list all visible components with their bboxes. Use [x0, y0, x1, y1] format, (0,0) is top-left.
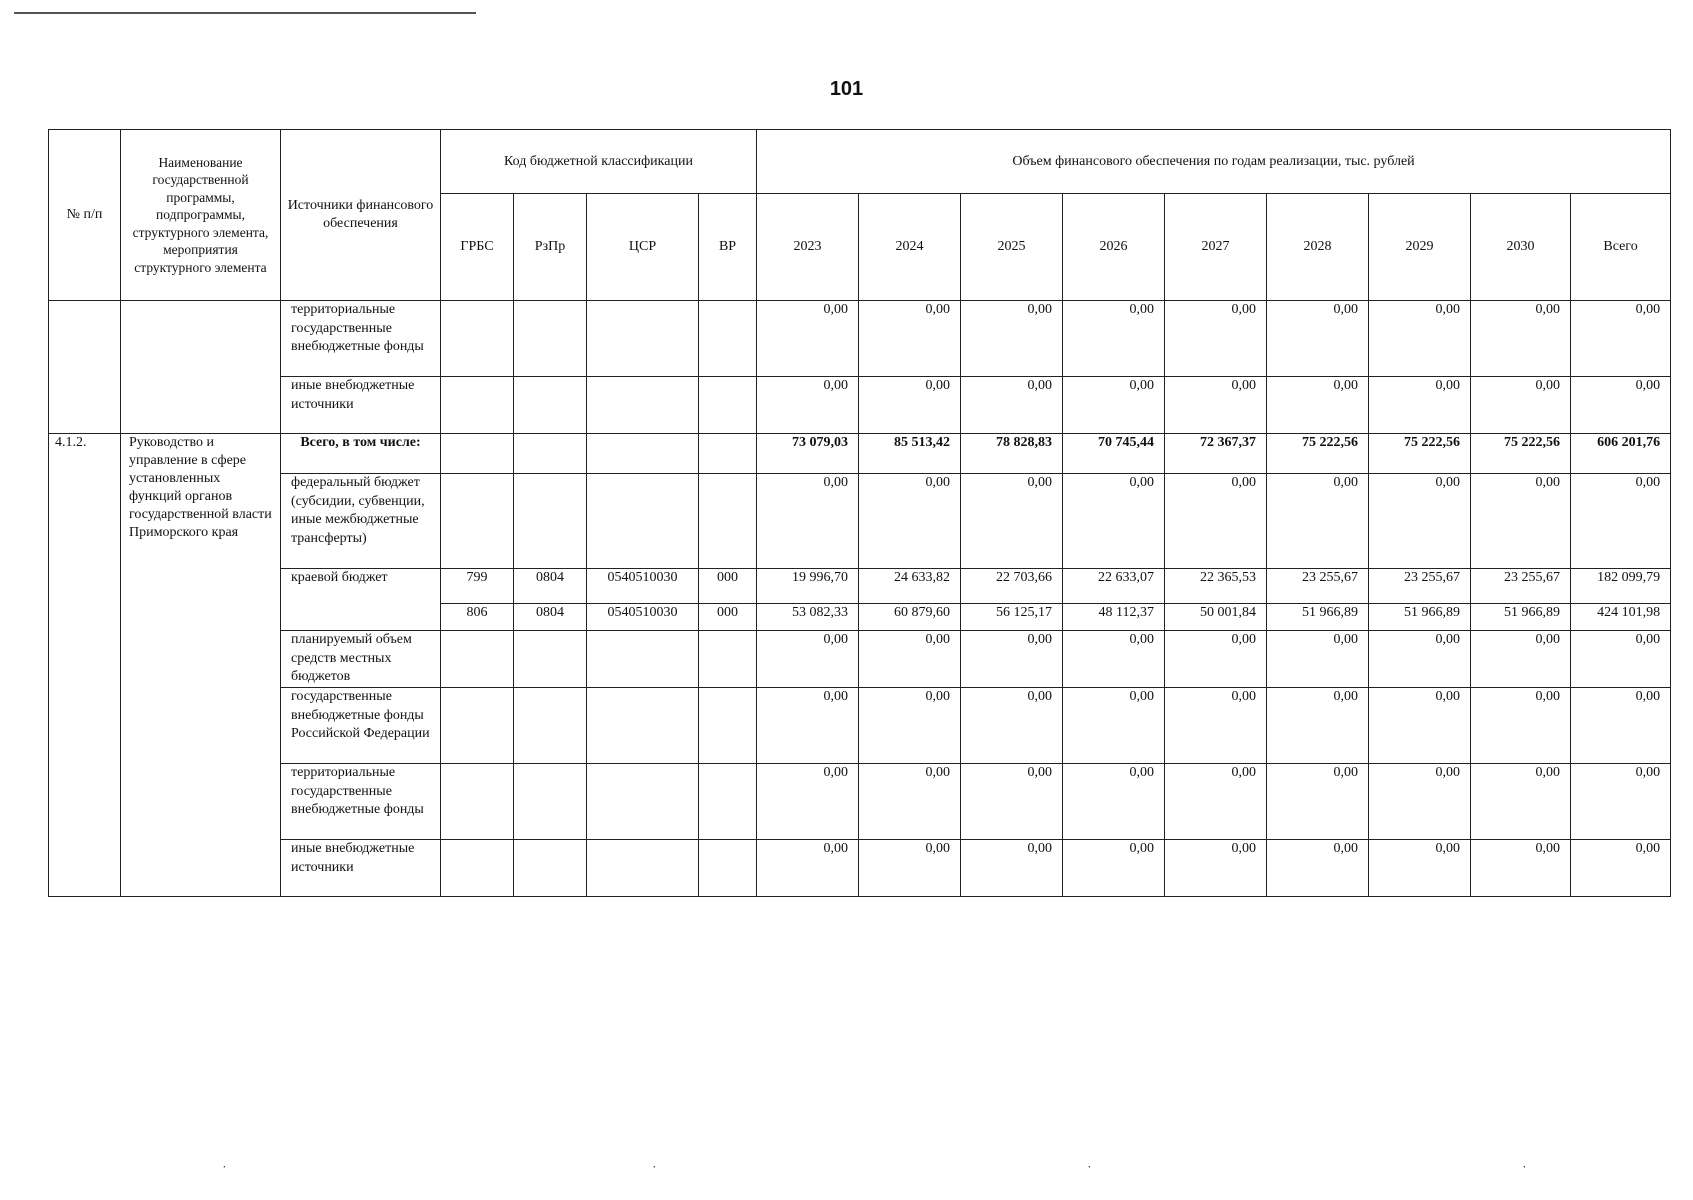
value-cell: 0,00 — [1471, 764, 1571, 840]
header-sources: Источники финансового обеспечения — [281, 130, 441, 301]
csr-cell — [587, 688, 699, 764]
value-cell: 75 222,56 — [1267, 434, 1369, 474]
vr-cell — [699, 688, 757, 764]
value-cell: 0,00 — [1471, 377, 1571, 434]
value-cell: 23 255,67 — [1471, 569, 1571, 604]
value-cell: 50 001,84 — [1165, 604, 1267, 631]
source-cell: планируемый объем средств местных бюджетов — [281, 631, 441, 688]
header-name: Наименование государственной программы, подпрограммы, структурного элемента, мероприятия структурного элемента — [121, 130, 281, 301]
header-grbs: ГРБС — [441, 194, 514, 301]
table-row — [49, 569, 1671, 604]
value-cell: 56 125,17 — [961, 604, 1063, 631]
value-cell: 0,00 — [1063, 688, 1165, 764]
csr-cell: 0540510030 — [587, 604, 699, 631]
grbs-cell: 799 — [441, 569, 514, 604]
grbs-cell — [441, 434, 514, 474]
value-cell: 0,00 — [1165, 688, 1267, 764]
scan-mark: ˙ — [222, 1164, 227, 1179]
value-cell: 0,00 — [1267, 301, 1369, 377]
vr-cell — [699, 377, 757, 434]
value-cell: 0,00 — [1063, 764, 1165, 840]
vr-cell — [699, 474, 757, 569]
value-cell: 0,00 — [1063, 474, 1165, 569]
value-cell: 0,00 — [1063, 840, 1165, 897]
grbs-cell — [441, 301, 514, 377]
value-cell: 0,00 — [859, 764, 961, 840]
grbs-cell — [441, 764, 514, 840]
source-cell: государственные внебюджетные фонды Российской Федерации — [281, 688, 441, 764]
source-cell: краевой бюджет — [281, 569, 441, 631]
header-num: № п/п — [49, 130, 121, 301]
value-cell: 23 255,67 — [1267, 569, 1369, 604]
value-cell: 0,00 — [859, 301, 961, 377]
value-cell: 0,00 — [1165, 474, 1267, 569]
value-cell: 0,00 — [961, 631, 1063, 688]
header-year-2027: 2027 — [1165, 194, 1267, 301]
table-row — [49, 377, 1671, 434]
header-year-2029: 2029 — [1369, 194, 1471, 301]
value-cell: 0,00 — [757, 474, 859, 569]
table-row — [49, 301, 1671, 377]
value-cell: 0,00 — [1063, 377, 1165, 434]
header-year-2023: 2023 — [757, 194, 859, 301]
value-cell: 75 222,56 — [1471, 434, 1571, 474]
value-cell: 0,00 — [757, 301, 859, 377]
rzpr-cell — [514, 434, 587, 474]
rzpr-cell — [514, 688, 587, 764]
value-cell: 60 879,60 — [859, 604, 961, 631]
value-cell: 24 633,82 — [859, 569, 961, 604]
source-cell: иные внебюджетные источники — [281, 840, 441, 897]
header-vr: ВР — [699, 194, 757, 301]
value-cell: 22 633,07 — [1063, 569, 1165, 604]
header-row-1 — [49, 130, 1671, 194]
vr-cell: 000 — [699, 604, 757, 631]
csr-cell — [587, 764, 699, 840]
csr-cell — [587, 840, 699, 897]
value-cell: 0,00 — [1471, 631, 1571, 688]
value-cell: 0,00 — [961, 840, 1063, 897]
vr-cell — [699, 764, 757, 840]
value-cell: 0,00 — [1369, 377, 1471, 434]
total-cell: 0,00 — [1571, 631, 1671, 688]
vr-cell — [699, 301, 757, 377]
vr-cell — [699, 840, 757, 897]
value-cell: 0,00 — [1165, 301, 1267, 377]
total-cell: 0,00 — [1571, 764, 1671, 840]
grbs-cell — [441, 840, 514, 897]
csr-cell — [587, 631, 699, 688]
rzpr-cell — [514, 631, 587, 688]
value-cell: 75 222,56 — [1369, 434, 1471, 474]
value-cell: 19 996,70 — [757, 569, 859, 604]
rzpr-cell — [514, 377, 587, 434]
value-cell: 51 966,89 — [1369, 604, 1471, 631]
grbs-cell — [441, 688, 514, 764]
csr-cell — [587, 301, 699, 377]
value-cell: 0,00 — [1369, 764, 1471, 840]
item-name: Руководство и управление в сфере установленных функций органов государственной власти Приморского края — [121, 434, 281, 897]
table-row — [49, 688, 1671, 764]
value-cell: 22 703,66 — [961, 569, 1063, 604]
value-cell: 0,00 — [757, 377, 859, 434]
value-cell: 0,00 — [1165, 631, 1267, 688]
header-total: Всего — [1571, 194, 1671, 301]
header-year-2030: 2030 — [1471, 194, 1571, 301]
value-cell: 0,00 — [961, 764, 1063, 840]
table-row — [49, 764, 1671, 840]
csr-cell — [587, 434, 699, 474]
vr-cell — [699, 434, 757, 474]
rzpr-cell: 0804 — [514, 569, 587, 604]
csr-cell — [587, 474, 699, 569]
value-cell: 23 255,67 — [1369, 569, 1471, 604]
rzpr-cell — [514, 764, 587, 840]
total-cell: 0,00 — [1571, 688, 1671, 764]
rzpr-cell: 0804 — [514, 604, 587, 631]
value-cell: 78 828,83 — [961, 434, 1063, 474]
value-cell: 0,00 — [859, 377, 961, 434]
value-cell: 0,00 — [961, 688, 1063, 764]
value-cell: 0,00 — [1369, 688, 1471, 764]
value-cell: 85 513,42 — [859, 434, 961, 474]
rzpr-cell — [514, 840, 587, 897]
source-cell: территориальные государственные внебюджетные фонды — [281, 764, 441, 840]
value-cell: 0,00 — [961, 377, 1063, 434]
vr-cell — [699, 631, 757, 688]
header-year-2025: 2025 — [961, 194, 1063, 301]
value-cell: 0,00 — [1471, 688, 1571, 764]
value-cell: 0,00 — [1165, 840, 1267, 897]
name-cell — [121, 301, 281, 434]
value-cell: 53 082,33 — [757, 604, 859, 631]
value-cell: 0,00 — [1267, 474, 1369, 569]
rzpr-cell — [514, 301, 587, 377]
grbs-cell: 806 — [441, 604, 514, 631]
grbs-cell — [441, 631, 514, 688]
header-year-2028: 2028 — [1267, 194, 1369, 301]
value-cell: 0,00 — [1369, 631, 1471, 688]
value-cell: 0,00 — [757, 764, 859, 840]
value-cell: 0,00 — [1267, 764, 1369, 840]
value-cell: 48 112,37 — [1063, 604, 1165, 631]
table-row — [49, 474, 1671, 569]
value-cell: 0,00 — [859, 840, 961, 897]
value-cell: 0,00 — [859, 688, 961, 764]
budget-table — [48, 129, 1671, 897]
scan-mark: ˙ — [1522, 1164, 1527, 1179]
item-number: 4.1.2. — [49, 434, 121, 897]
header-csr: ЦСР — [587, 194, 699, 301]
rzpr-cell — [514, 474, 587, 569]
value-cell: 0,00 — [1165, 764, 1267, 840]
num-cell — [49, 301, 121, 434]
table-row-total — [49, 434, 1671, 474]
total-cell: 0,00 — [1571, 301, 1671, 377]
value-cell: 0,00 — [1267, 840, 1369, 897]
csr-cell: 0540510030 — [587, 569, 699, 604]
value-cell: 0,00 — [1471, 474, 1571, 569]
grbs-cell — [441, 474, 514, 569]
value-cell: 0,00 — [757, 631, 859, 688]
value-cell: 0,00 — [1165, 377, 1267, 434]
value-cell: 0,00 — [961, 301, 1063, 377]
total-cell: 424 101,98 — [1571, 604, 1671, 631]
header-code-group: Код бюджетной классификации — [441, 130, 757, 194]
value-cell: 51 966,89 — [1267, 604, 1369, 631]
value-cell: 0,00 — [757, 840, 859, 897]
value-cell: 0,00 — [1063, 631, 1165, 688]
value-cell: 0,00 — [1267, 631, 1369, 688]
scan-mark: ˙ — [652, 1164, 657, 1179]
grbs-cell — [441, 377, 514, 434]
value-cell: 0,00 — [1063, 301, 1165, 377]
source-cell: федеральный бюджет (субсидии, субвенции, иные межбюджетные трансферты) — [281, 474, 441, 569]
value-cell: 0,00 — [961, 474, 1063, 569]
header-volume-group: Объем финансового обеспечения по годам реализации, тыс. рублей — [757, 130, 1671, 194]
source-cell: территориальные государственные внебюджетные фонды — [281, 301, 441, 377]
header-year-2026: 2026 — [1063, 194, 1165, 301]
source-cell: Всего, в том числе: — [281, 434, 441, 474]
scan-mark: ˙ — [1087, 1164, 1092, 1179]
value-cell: 0,00 — [1267, 377, 1369, 434]
value-cell: 70 745,44 — [1063, 434, 1165, 474]
table-row — [49, 840, 1671, 897]
value-cell: 0,00 — [757, 688, 859, 764]
header-year-2024: 2024 — [859, 194, 961, 301]
value-cell: 0,00 — [859, 631, 961, 688]
value-cell: 51 966,89 — [1471, 604, 1571, 631]
top-rule — [14, 12, 476, 14]
value-cell: 0,00 — [1369, 474, 1471, 569]
value-cell: 72 367,37 — [1165, 434, 1267, 474]
value-cell: 0,00 — [1369, 840, 1471, 897]
value-cell: 0,00 — [1267, 688, 1369, 764]
value-cell: 22 365,53 — [1165, 569, 1267, 604]
total-cell: 0,00 — [1571, 474, 1671, 569]
total-cell: 182 099,79 — [1571, 569, 1671, 604]
value-cell: 0,00 — [1471, 301, 1571, 377]
total-cell: 0,00 — [1571, 377, 1671, 434]
total-cell: 0,00 — [1571, 840, 1671, 897]
value-cell: 0,00 — [859, 474, 961, 569]
total-cell: 606 201,76 — [1571, 434, 1671, 474]
csr-cell — [587, 377, 699, 434]
value-cell: 0,00 — [1369, 301, 1471, 377]
source-cell: иные внебюджетные источники — [281, 377, 441, 434]
page-number: 101 — [829, 78, 864, 100]
vr-cell: 000 — [699, 569, 757, 604]
header-rzpr: РзПр — [514, 194, 587, 301]
value-cell: 73 079,03 — [757, 434, 859, 474]
table-row — [49, 631, 1671, 688]
value-cell: 0,00 — [1471, 840, 1571, 897]
